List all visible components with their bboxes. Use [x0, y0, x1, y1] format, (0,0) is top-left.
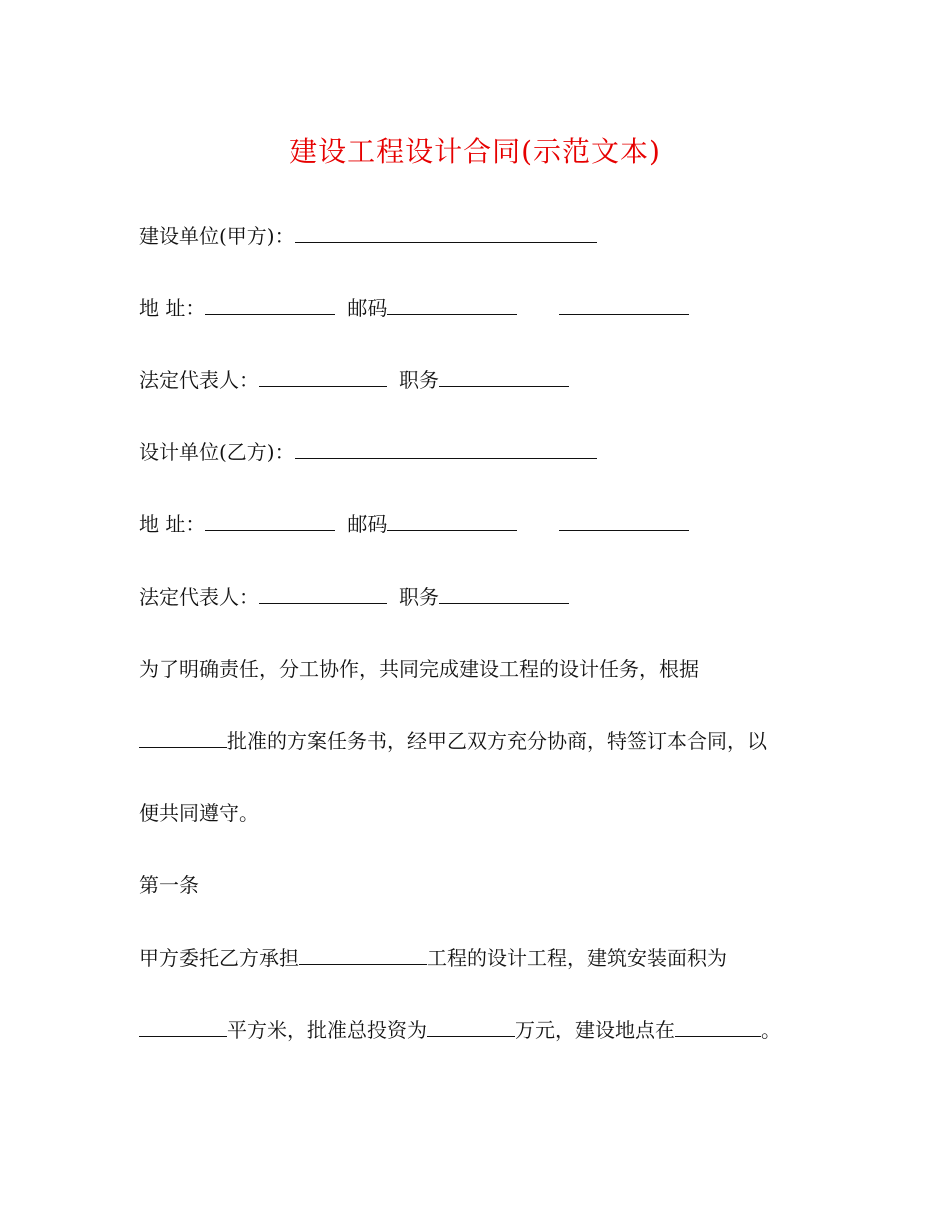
party-a-rep-label: 法定代表人：	[139, 368, 259, 392]
party-b-address-line	[139, 510, 689, 538]
party-b-postcode-label: 邮码	[347, 512, 388, 536]
party-b-postcode-blank	[387, 510, 517, 531]
location-blank	[675, 1016, 761, 1037]
preamble-line-2-text: 批准的方案任务书，经甲乙双方充分协商，特签订本合同，以	[227, 729, 767, 753]
preamble-line-1: 为了明确责任，分工协作，共同完成建设工程的设计任务，根据	[139, 657, 699, 681]
article-1-line-1-b: 工程的设计工程，建筑安装面积为	[427, 946, 727, 970]
party-a-rep-blank	[259, 366, 387, 387]
party-a-address-label: 地 址：	[139, 296, 206, 320]
party-a-unit-label: 建设单位(甲方)：	[139, 224, 295, 248]
article-1-heading: 第一条	[139, 873, 199, 897]
article-1-line-1-a: 甲方委托乙方承担	[139, 946, 299, 970]
investment-blank	[427, 1016, 515, 1037]
party-a-address-blank	[205, 294, 335, 315]
article-1-line-2	[139, 1016, 781, 1044]
party-b-address-label: 地 址：	[139, 512, 206, 536]
party-a-address-line	[139, 294, 689, 322]
party-b-unit-line	[139, 438, 597, 466]
party-a-postcode-label: 邮码	[347, 296, 388, 320]
party-a-position-blank	[439, 366, 569, 387]
project-name-blank	[299, 944, 427, 965]
party-b-position-blank	[439, 583, 569, 604]
party-b-extra-blank	[559, 510, 689, 531]
party-a-unit-blank	[295, 222, 597, 243]
article-1-line-2-a: 平方米，批准总投资为	[227, 1018, 427, 1042]
article-1-line-2-b: 万元，建设地点在	[515, 1018, 675, 1042]
party-a-unit-line	[139, 222, 597, 250]
party-b-unit-label: 设计单位(乙方)：	[139, 440, 295, 464]
party-a-rep-line	[139, 366, 569, 394]
document-title: 建设工程设计合同(示范文本)	[289, 135, 661, 168]
party-a-postcode-blank	[387, 294, 517, 315]
preamble-line-3: 便共同遵守。	[139, 801, 259, 825]
article-1-line-2-c: 。	[761, 1018, 781, 1042]
party-b-rep-line	[139, 583, 569, 611]
party-a-extra-blank	[559, 294, 689, 315]
party-b-rep-blank	[259, 583, 387, 604]
party-b-unit-blank	[295, 438, 597, 459]
preamble-line-2	[139, 727, 767, 755]
party-b-rep-label: 法定代表人：	[139, 585, 259, 609]
party-b-position-label: 职务	[399, 585, 439, 609]
area-blank	[139, 1016, 227, 1037]
party-b-address-blank	[205, 510, 335, 531]
article-1-line-1	[139, 944, 727, 972]
approver-blank	[139, 727, 227, 748]
party-a-position-label: 职务	[399, 368, 439, 392]
